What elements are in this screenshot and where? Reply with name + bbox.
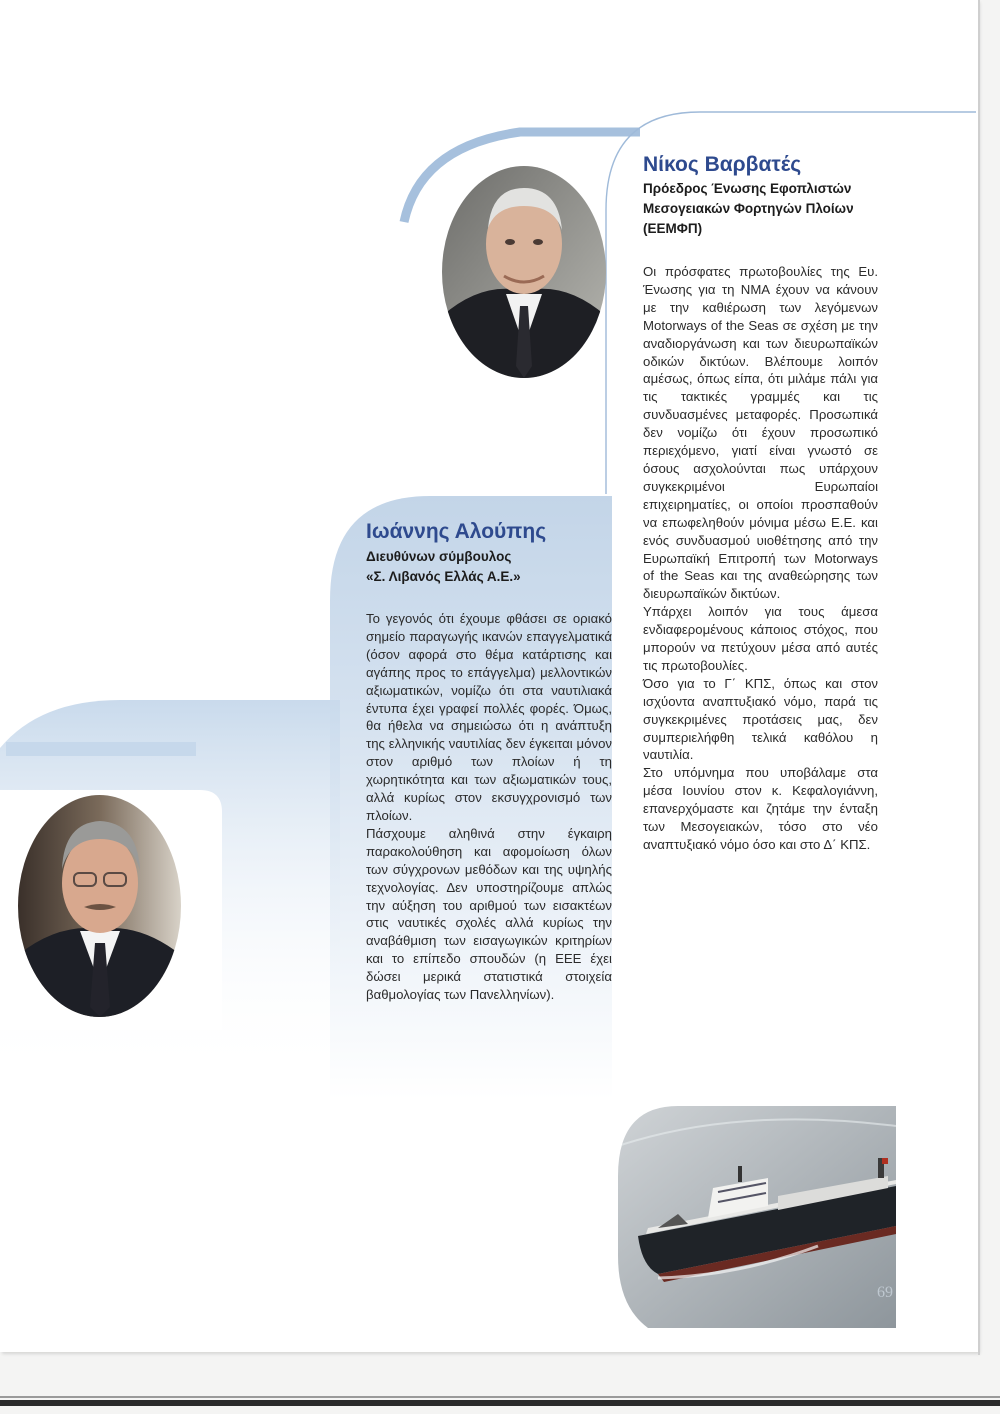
profile-1-role <box>643 179 943 239</box>
portrait-ioannis-aloupis <box>18 795 181 1017</box>
profile-2-role <box>366 547 606 587</box>
page-number: 69 <box>877 1284 893 1301</box>
paragraph: Υπάρχει λοιπόν για τους άμεσα ενδιαφερομένους κάποιος στόχος, που μπορούν να πετύχουν μέσα από αυτές τις πρωτοβουλίες. <box>643 604 878 673</box>
portrait-nikos-varvates <box>442 166 606 378</box>
profile-1-role-line: Μεσογειακών Φορτηγών Πλοίων <box>643 201 854 216</box>
paragraph: Στο υπόμνημα που υποβάλαμε στα μέσα Ιουνίου στον κ. Κεφαλογιάννη, επανερχόμαστε και ζητάμε την ένταξη των Μεσογειακών, τόσο στο νέο αναπτυξιακό νόμο όσο και στο Δ΄ ΚΠΣ. <box>643 765 878 852</box>
profile-2-name: Ιωάννης Αλούπης <box>366 520 547 543</box>
profile-1-role-line: (ΕΕΜΦΠ) <box>643 221 703 236</box>
profile-2-role-line: Διευθύνων σύμβουλος <box>366 549 512 564</box>
profile-2-role-line: «Σ. Λιβανός Ελλάς Α.Ε.» <box>366 569 521 584</box>
paragraph: Οι πρόσφατες πρωτοβουλίες της Ευ. Ένωσης για τη ΝΜΑ έχουν να κάνουν με την καθιέρωση των λεγόμενων Motorways of the Seas σε σχέση με την αναδιοργάνωση και των διευρωπαϊκών οδικών δικτύων. Βλέπουμε λοιπόν αμέσως, όπως είπα, ότι μιλάμε πάλι για τις τακτικές γραμμές και τις συνδυασμένες μεταφορές. Προσωπικά δεν νομίζω ότι έχουν προσωπικό περιεχόμενο, γιατί είναι γνωστό σε όσους ασχολούνται πως υπάρχουν συγκεκριμένοι Ευρωπαίοι επιχειρηματίες, οι οποίοι προσπαθούν να επωφεληθούν μόνιμα μέσω Ε.Ε. και ενός συνδυασμού υιοθέτησης από την Ευρωπαϊκή Επιτροπή των Motorways of the Seas και της αναθεώρησης των διευρωπαϊκών δικτύων. <box>643 264 878 602</box>
left-band-line <box>6 742 196 756</box>
profile-1-name: Νίκος Βαρβατές <box>643 153 802 176</box>
paragraph: Το γεγονός ότι έχουμε φθάσει σε οριακό σημείο παραγωγής ικανών επαγγελματικά (όσον αφορά στο θέμα κατάρτισης και αγάπης προς το επάγγελμα) μελλοντικών αξιωματικών, νομίζω ότι στα ναυτιλιακά έντυπα έχει γραφεί πολλές φορές. Όμως, θα ήθελα να σημειώσω ότι η ανάπτυξη της ελληνικής ναυτιλίας δεν έγκειται μόνον στον αριθμό των πλοίων ή τη χωρητικότητα και των αξιωματικών τους, αλλά κυρίως στον εκσυγχρονισμό των πλοίων. <box>366 611 612 823</box>
profile-1-role-line: Πρόεδρος Ένωσης Εφοπλιστών <box>643 181 852 196</box>
ship-photo <box>618 1106 896 1328</box>
paragraph: Όσο για το Γ΄ ΚΠΣ, όπως και στον ισχύοντα αναπτυξιακό νόμο, παρά τις συγκεκριμένες προτάσεις μας, δεν συμπεριελήφθη τελικά καθόλου η ναυτιλία. <box>643 675 878 763</box>
profile-2-body <box>366 610 612 1004</box>
paragraph: Πάσχουμε αληθινά στην έγκαιρη παρακολούθηση και αφομοίωση όλων των σύγχρονων μεθόδων και της υψηλής τεχνολογίας. Δεν υποστηρίζουμε απλώς την αύξηση του αριθμού των εισακτέων στις ναυτικές σχολές αλλά κυρίως την αναβάθμιση των εισαγωγικών κριτηρίων και το επίπεδο σπουδών (η ΕΕΕ έχει δώσει μερικά στατιστικά στοιχεία βαθμολογίας των Πανελληνίων). <box>366 825 612 1003</box>
profile-1-body <box>643 263 878 854</box>
